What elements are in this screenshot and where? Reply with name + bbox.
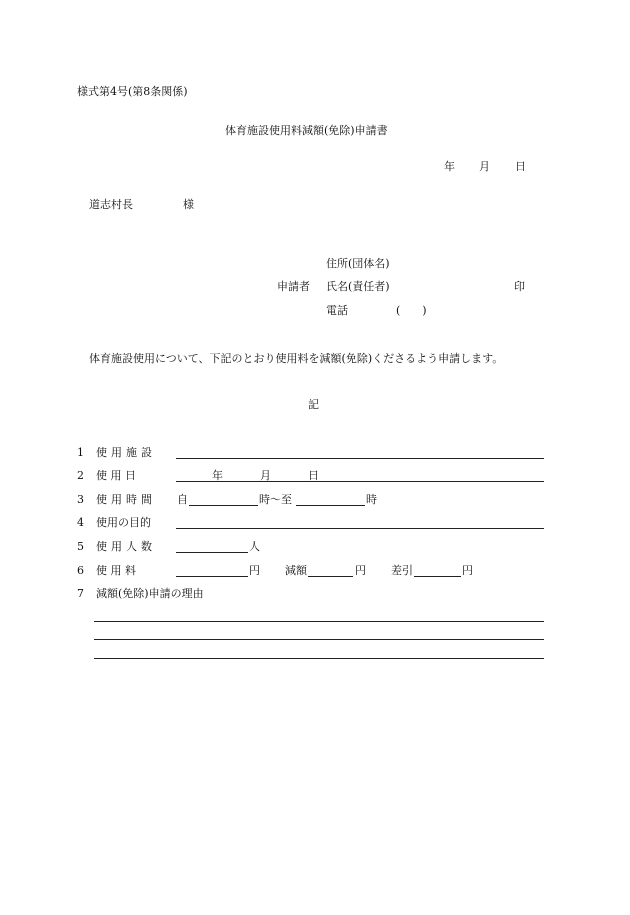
item-number: 5 bbox=[77, 540, 84, 553]
time-end-label: 時 bbox=[366, 493, 377, 506]
applicant-label: 申請者 bbox=[277, 280, 310, 293]
reduction-yen-label: 円 bbox=[355, 564, 366, 577]
addressee-honorific: 様 bbox=[183, 198, 194, 211]
reason-line-1[interactable] bbox=[94, 621, 544, 622]
reduction-label: 減額 bbox=[285, 564, 307, 577]
request-statement: 体育施設使用について、下記のとおり使用料を減額(免除)くださるよう申請します。 bbox=[89, 352, 504, 365]
item-number: 3 bbox=[77, 493, 84, 506]
addressee-name: 道志村長 bbox=[89, 198, 133, 211]
facility-field-line[interactable] bbox=[176, 458, 544, 459]
seal-mark: 印 bbox=[514, 280, 525, 293]
item-number: 6 bbox=[77, 564, 84, 577]
fee-yen-label: 円 bbox=[249, 564, 260, 577]
purpose-field-line[interactable] bbox=[176, 528, 544, 529]
item-label-use-time: 使用時間 bbox=[96, 493, 156, 506]
item-label-reason: 減額(免除)申請の理由 bbox=[96, 587, 204, 600]
use-date-year-label: 年 bbox=[212, 469, 223, 482]
item-number: 7 bbox=[77, 587, 84, 600]
item-label-fee: 使 用 料 bbox=[96, 564, 136, 577]
ki-heading: 記 bbox=[308, 398, 319, 411]
applicant-phone-parens: ( ) bbox=[396, 304, 427, 317]
item-number: 2 bbox=[77, 469, 84, 482]
date-day-label: 日 bbox=[515, 160, 526, 173]
applicant-address-label: 住所(団体名) bbox=[326, 257, 390, 270]
date-year-label: 年 bbox=[444, 160, 455, 173]
balance-field-line[interactable] bbox=[414, 576, 461, 577]
date-month-label: 月 bbox=[479, 160, 490, 173]
time-from-label: 自 bbox=[177, 493, 188, 506]
use-date-field-line[interactable] bbox=[176, 481, 544, 482]
item-label-facility: 使用施設 bbox=[96, 446, 156, 459]
use-date-day-label: 日 bbox=[308, 469, 319, 482]
item-label-purpose: 使用の目的 bbox=[96, 516, 151, 529]
item-number: 1 bbox=[77, 446, 84, 459]
attendees-field-line[interactable] bbox=[176, 552, 248, 553]
form-title: 体育施設使用料減額(免除)申請書 bbox=[225, 124, 388, 137]
fee-field-line[interactable] bbox=[176, 576, 248, 577]
applicant-phone-label: 電話 bbox=[326, 304, 348, 317]
reason-line-2[interactable] bbox=[94, 639, 544, 640]
reason-line-3[interactable] bbox=[94, 658, 544, 659]
balance-label: 差引 bbox=[391, 564, 413, 577]
time-start-field-line[interactable] bbox=[189, 505, 258, 506]
item-number: 4 bbox=[77, 516, 84, 529]
applicant-name-label: 氏名(責任者) bbox=[326, 280, 390, 293]
item-label-use-date: 使 用 日 bbox=[96, 469, 136, 482]
item-label-attendees: 使用人数 bbox=[96, 540, 156, 553]
reduction-field-line[interactable] bbox=[308, 576, 353, 577]
balance-yen-label: 円 bbox=[462, 564, 473, 577]
time-to-label: 時〜至 bbox=[259, 493, 292, 506]
use-date-month-label: 月 bbox=[260, 469, 271, 482]
attendees-unit: 人 bbox=[249, 540, 260, 553]
form-number: 様式第4号(第8条関係) bbox=[77, 85, 188, 98]
time-end-field-line[interactable] bbox=[296, 505, 365, 506]
